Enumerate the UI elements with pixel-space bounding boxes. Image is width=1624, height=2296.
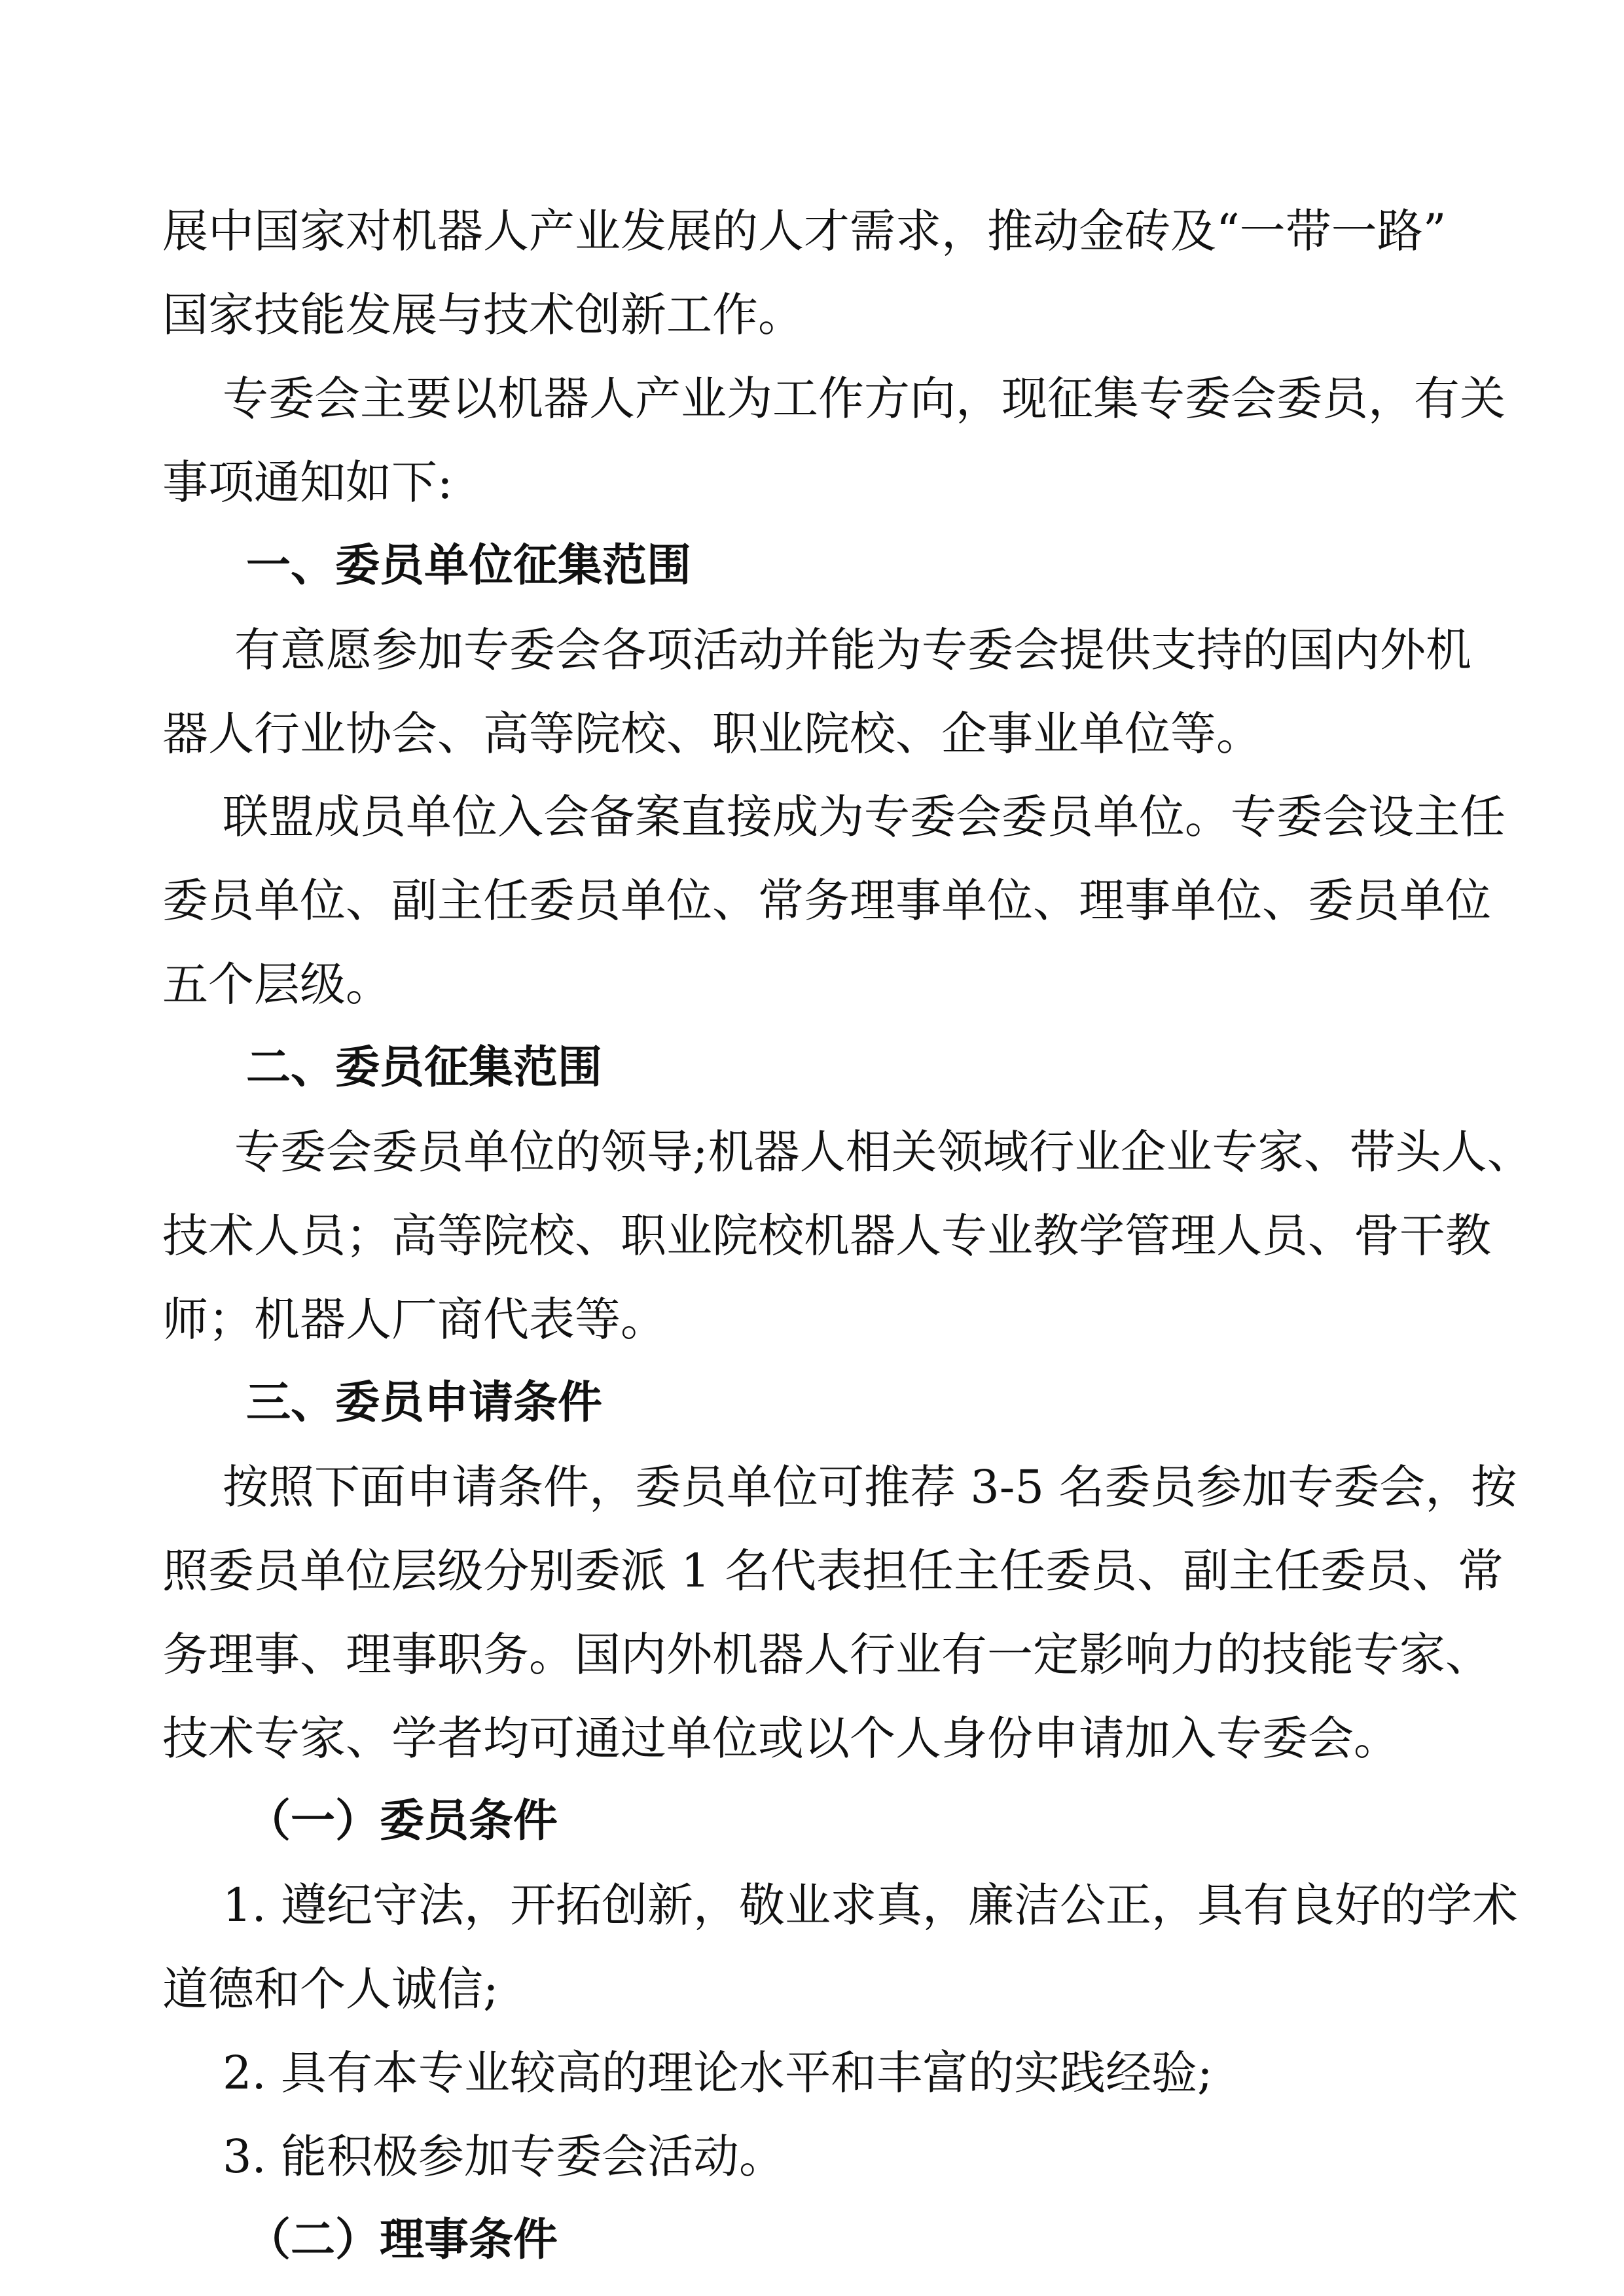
- intro-line-2: 国家技能发展与技术创新工作。: [162, 288, 804, 342]
- subsection1-item1-line-2: 道德和个人诚信;: [162, 1962, 499, 2016]
- section3-para-line-4: 技术专家、学者均可通过单位或以个人身份申请加入专委会。: [162, 1712, 1399, 1765]
- section2-para-line-2: 技术人员；高等院校、职业院校机器人专业教学管理人员、骨干教: [162, 1209, 1491, 1263]
- subsection1-item3: 3. 能积极参加专委会活动。: [223, 2130, 785, 2183]
- purpose-line-1: 专委会主要以机器人产业为工作方向，现征集专委会委员，有关: [223, 372, 1506, 425]
- section1-para1-line-1: 有意愿参加专委会各项活动并能为专委会提供支持的国内外机: [234, 623, 1471, 677]
- purpose-line-2: 事项通知如下:: [162, 456, 453, 509]
- subsection1-heading: （一）委员条件: [246, 1795, 558, 1847]
- section3-para-line-3: 务理事、理事职务。国内外机器人行业有一定影响力的技能专家、: [162, 1628, 1491, 1681]
- subsection1-item1-line-1: 1. 遵纪守法，开拓创新，敬业求真，廉洁公正，具有良好的学术: [223, 1878, 1519, 1932]
- section1-heading: 一、委员单位征集范围: [246, 540, 692, 592]
- section2-para-line-3: 师；机器人厂商代表等。: [162, 1293, 666, 1346]
- section3-para-line-2: 照委员单位层级分别委派 1 名代表担任主任委员、副主任委员、常: [162, 1544, 1504, 1598]
- section1-para2-line-1: 联盟成员单位入会备案直接成为专委会委员单位。专委会设主任: [223, 790, 1506, 844]
- subsection1-item2: 2. 具有本专业较高的理论水平和丰富的实践经验;: [223, 2046, 1213, 2100]
- section1-para2-line-3: 五个层级。: [162, 958, 391, 1011]
- section3-heading: 三、委员申请条件: [246, 1377, 603, 1429]
- subsection2-heading: （二）理事条件: [246, 2214, 558, 2266]
- section1-para1-line-2: 器人行业协会、高等院校、职业院校、企事业单位等。: [162, 707, 1262, 761]
- section1-para2-line-2: 委员单位、副主任委员单位、常务理事单位、理事单位、委员单位: [162, 874, 1491, 927]
- intro-line-1: 展中国家对机器人产业发展的人才需求，推动金砖及“一带一路”: [162, 204, 1447, 258]
- section3-para-line-1: 按照下面申请条件，委员单位可推荐 3-5 名委员参加专委会，按: [223, 1460, 1517, 1514]
- section2-para-line-1: 专委会委员单位的领导;机器人相关领域行业企业专家、带头人、: [234, 1125, 1533, 1179]
- section2-heading: 二、委员征集范围: [246, 1042, 603, 1094]
